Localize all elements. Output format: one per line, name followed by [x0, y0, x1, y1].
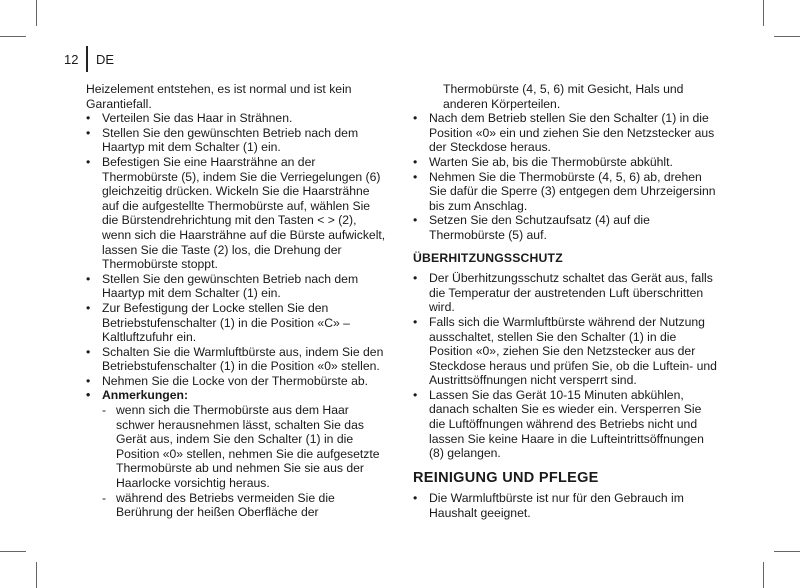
list-item: • Nehmen Sie die Locke von der Thermobürste ab.	[86, 374, 388, 389]
list-item: • Warten Sie ab, bis die Thermobürste abkühlt.	[413, 155, 718, 170]
list-item: • Nehmen Sie die Thermobürste (4, 5, 6) ab, drehen Sie dafür die Sperre (3) entgegen dem Uhrzeigersinn bis zum Anschlag.	[413, 170, 718, 214]
crop-mark	[0, 36, 26, 37]
instruction-list	[86, 111, 388, 403]
crop-mark	[774, 36, 800, 37]
list-item: • Befestigen Sie eine Haarsträhne an der Thermobürste (5), indem Sie die Verriegelungen (6) gleichzeitig drücken. Wickeln Sie die Haarsträhne auf die aufgestellte Thermobürste auf, wählen Sie die Bürstendrehrichtung mit den Tasten < > (2), wenn sich die Haarsträhne auf die Bürste aufwickelt, lassen Sie die Taste (2) los, die Drehung der Thermobürste stoppt.	[86, 155, 388, 272]
list-item: • Die Warmluftbürste ist nur für den Gebrauch im Haushalt geeignet.	[413, 491, 718, 520]
list-item: • Der Überhitzungsschutz schaltet das Gerät aus, falls die Temperatur der austretenden Luft überschritten wird.	[413, 271, 718, 315]
list-item: • Nach dem Betrieb stellen Sie den Schalter (1) in die Position «0» ein und ziehen Sie den Netzstecker aus der Steckdose heraus.	[413, 111, 718, 155]
list-item: • Schalten Sie die Warmluftbürste aus, indem Sie den Betriebstufenschalter (1) in die Position «0» stellen.	[86, 345, 388, 374]
note-item: - wenn sich die Thermobürste aus dem Haar schwer herausnehmen lässt, schalten Sie das Gerät aus, indem Sie den Schalter (1) in die Position «0» stellen, nehmen Sie die aufgesetzte Thermobürste ab und nehmen Sie sie aus der Haarlocke vorsichtig heraus.	[86, 403, 388, 491]
list-item: • Zur Befestigung der Locke stellen Sie den Betriebstufenschalter (1) in die Position «C» – Kaltluftzufuhr ein.	[86, 301, 388, 345]
intro-text: Heizelement entstehen, es ist normal und ist kein Garantiefall.	[86, 82, 352, 111]
right-column	[413, 82, 718, 521]
cleaning-care-heading: REINIGUNG UND PFLEGE	[413, 469, 599, 486]
note-item: - während des Betriebs vermeiden Sie die Berührung der heißen Oberfläche der	[86, 491, 388, 520]
crop-mark	[36, 562, 37, 588]
header-divider	[86, 46, 88, 72]
left-column	[86, 82, 388, 520]
page-number: 12	[64, 52, 79, 67]
list-item: • Verteilen Sie das Haar in Strähnen.	[86, 111, 388, 126]
list-item: • Stellen Sie den gewünschten Betrieb nach dem Haartyp mit dem Schalter (1) ein.	[86, 272, 388, 301]
crop-mark	[763, 0, 764, 26]
list-item: • Falls sich die Warmluftbürste während der Nutzung ausschaltet, stellen Sie den Schalter (1) in die Position «0», ziehen Sie den Netzstecker aus der Steckdose heraus und prüfen Sie, ob die Luftein- und Austrittsöffnungen nicht versperrt sind.	[413, 315, 718, 388]
crop-mark	[0, 551, 26, 552]
notes-label: • Anmerkungen:	[86, 388, 388, 403]
overheat-protection-heading: ÜBERHITZUNGSSCHUTZ	[413, 250, 563, 265]
list-item: • Setzen Sie den Schutzaufsatz (4) auf die Thermobürste (5) auf.	[413, 213, 718, 242]
language-code: DE	[96, 52, 115, 67]
after-use-list	[413, 111, 718, 242]
crop-mark	[763, 562, 764, 588]
notes-list	[86, 403, 388, 520]
list-item: • Stellen Sie den gewünschten Betrieb nach dem Haartyp mit dem Schalter (1) ein.	[86, 126, 388, 155]
cleaning-list	[413, 491, 718, 520]
crop-mark	[36, 0, 37, 26]
crop-mark	[774, 551, 800, 552]
continued-note-text: Thermobürste (4, 5, 6) mit Gesicht, Hals und anderen Körperteilen.	[443, 82, 684, 111]
overheat-list	[413, 271, 718, 461]
list-item: • Lassen Sie das Gerät 10-15 Minuten abkühlen, danach schalten Sie es wieder ein. Versperren Sie die Luftöffnungen während des Betriebs nicht und lassen Sie keine Haare in die Lufteintrittsöffnungen (8) gelangen.	[413, 388, 718, 461]
